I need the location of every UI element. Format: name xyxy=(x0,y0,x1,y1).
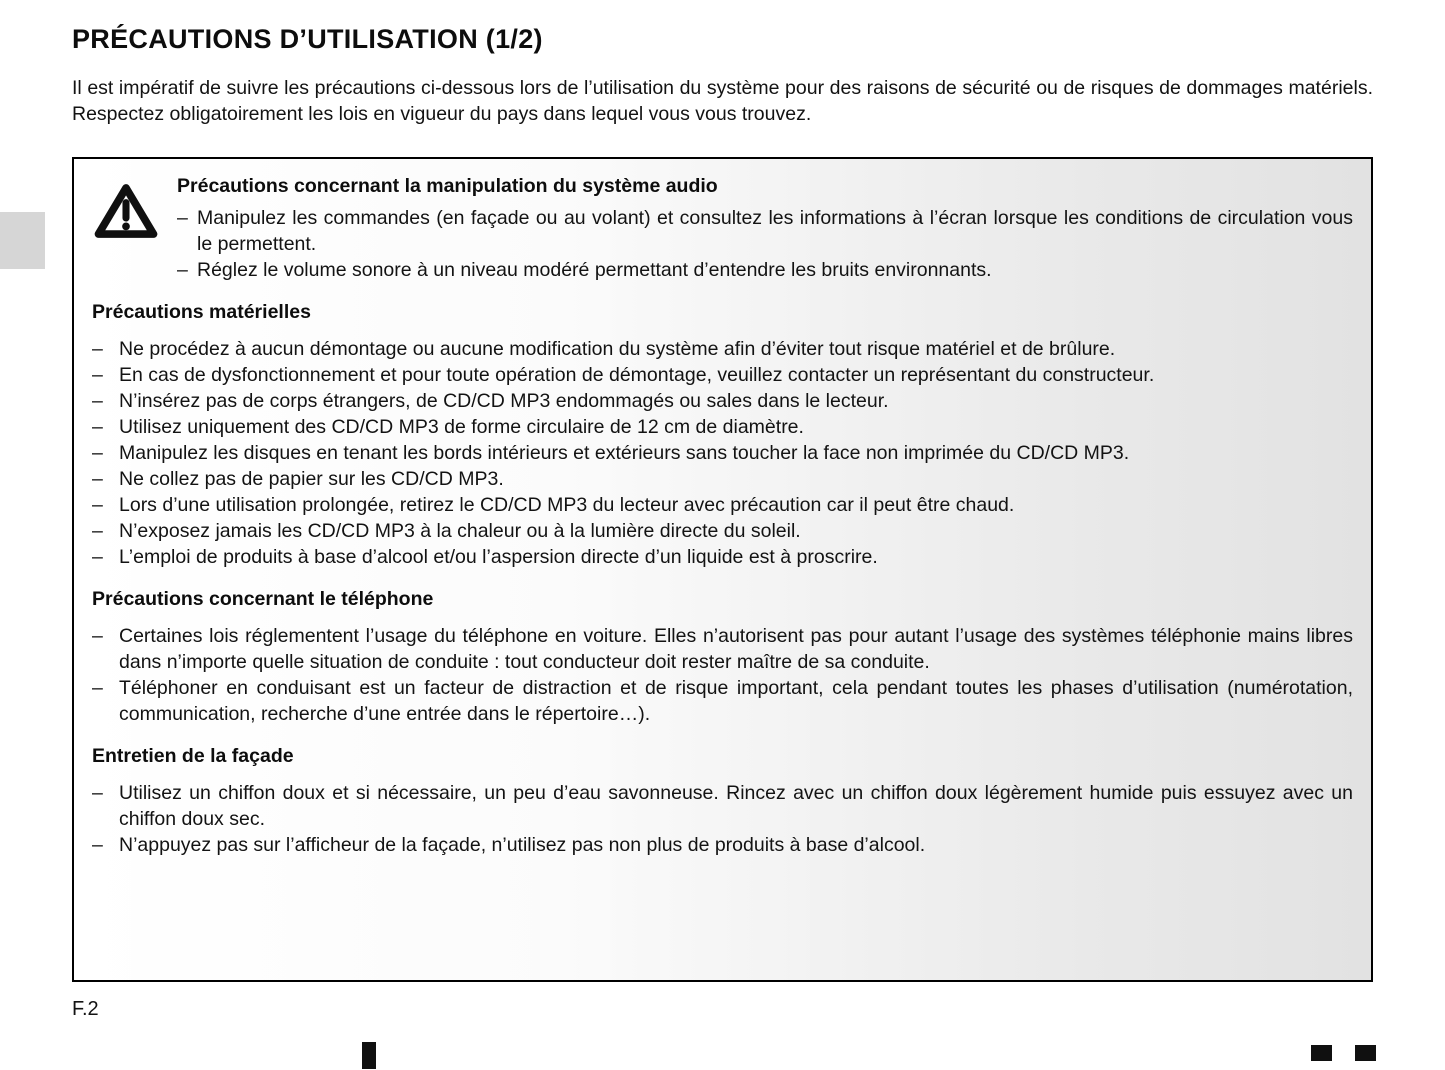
dash-marker: – xyxy=(92,468,103,490)
list-item xyxy=(177,257,1353,283)
list-item-text: Manipulez les commandes (en façade ou au volant) et consultez les informations à l’écran lorsque les conditions de circulation vous le permettent. xyxy=(197,207,1353,255)
list-item xyxy=(92,623,1353,675)
dash-marker: – xyxy=(92,442,103,464)
section-material-precautions xyxy=(92,301,1353,570)
list-item xyxy=(92,414,1353,440)
list-item xyxy=(92,362,1353,388)
list-item xyxy=(92,518,1353,544)
list-item xyxy=(92,544,1353,570)
list-item-text: N’appuyez pas sur l’afficheur de la façade, n’utilisez pas non plus de produits à base d’alcool. xyxy=(119,834,926,856)
section-facade-care xyxy=(92,745,1353,858)
list-item-text: Certaines lois réglementent l’usage du téléphone en voiture. Elles n’autorisent pas pour autant l’usage des systèmes téléphonie mains libres dans n’importe quelle situation de conduite : tout conducteur doit rester maître de sa conduite. xyxy=(119,625,1353,673)
list-item xyxy=(92,780,1353,832)
page-title: PRÉCAUTIONS D’UTILISATION (1/2) xyxy=(72,24,543,54)
page-number: F.2 xyxy=(72,998,99,1020)
dash-marker: – xyxy=(92,494,103,516)
section-heading-audio: Précautions concernant la manipulation du système audio xyxy=(177,175,718,197)
list-item-text: Lors d’une utilisation prolongée, retirez le CD/CD MP3 du lecteur avec précaution car il peut être chaud. xyxy=(119,494,1015,516)
dash-marker: – xyxy=(92,625,103,647)
list-item-text: Utilisez uniquement des CD/CD MP3 de forme circulaire de 12 cm de diamètre. xyxy=(119,416,804,438)
dash-marker: – xyxy=(177,207,188,229)
dash-marker: – xyxy=(92,677,103,699)
dash-marker: – xyxy=(92,416,103,438)
list-item xyxy=(92,388,1353,414)
section-heading-facade: Entretien de la façade xyxy=(92,745,294,767)
list-item-text: Manipulez les disques en tenant les bords intérieurs et extérieurs sans toucher la face non imprimée du CD/CD MP3. xyxy=(119,442,1130,464)
list-item xyxy=(92,440,1353,466)
list-item xyxy=(92,832,1353,858)
list-item-text: N’exposez jamais les CD/CD MP3 à la chaleur ou à la lumière directe du soleil. xyxy=(119,520,801,542)
intro-paragraph: Il est impératif de suivre les précautions ci-dessous lors de l’utilisation du système pour des raisons de sécurité ou de risques de dommages matériels. Respectez obligatoirement les lois en vigueur du pays dans lequel vous vous trouvez. xyxy=(72,77,1373,125)
dash-marker: – xyxy=(177,259,188,281)
list-item-text: Utilisez un chiffon doux et si nécessaire, un peu d’eau savonneuse. Rincez avec un chiffon doux légèrement humide puis essuyez avec un chiffon doux sec. xyxy=(119,782,1353,830)
dash-marker: – xyxy=(92,546,103,568)
list-item xyxy=(92,336,1353,362)
list-item-text: Ne procédez à aucun démontage ou aucune modification du système afin d’éviter tout risque matériel et de brûlure. xyxy=(119,338,1116,360)
section-heading-phone: Précautions concernant le téléphone xyxy=(92,588,434,610)
precautions-box xyxy=(72,157,1373,982)
dash-marker: – xyxy=(92,390,103,412)
dash-marker: – xyxy=(92,782,103,804)
section-heading-material: Précautions matérielles xyxy=(92,301,311,323)
list-item-text: En cas de dysfonctionnement et pour toute opération de démontage, veuillez contacter un représentant du constructeur. xyxy=(119,364,1155,386)
dash-marker: – xyxy=(92,338,103,360)
list-item-text: Réglez le volume sonore à un niveau modéré permettant d’entendre les bruits environnants. xyxy=(197,259,992,281)
print-registration-mark xyxy=(362,1042,376,1069)
list-item xyxy=(92,466,1353,492)
dash-marker: – xyxy=(92,834,103,856)
list-item-text: Téléphoner en conduisant est un facteur de distraction et de risque important, cela pendant toutes les phases d’utilisation (numérotation, communication, recherche d’une entrée dans le répertoire…). xyxy=(119,677,1353,725)
section-phone-precautions xyxy=(92,588,1353,727)
list-item xyxy=(92,492,1353,518)
dash-marker: – xyxy=(92,520,103,542)
dash-marker: – xyxy=(92,364,103,386)
warning-triangle-icon xyxy=(94,181,158,241)
print-registration-mark xyxy=(1311,1045,1332,1061)
print-registration-mark xyxy=(1355,1045,1376,1061)
list-item-text: L’emploi de produits à base d’alcool et/ou l’aspersion directe d’un liquide est à proscrire. xyxy=(119,546,878,568)
list-item xyxy=(177,205,1353,257)
section-audio-precautions xyxy=(92,175,1353,283)
page-edge-tab-marker xyxy=(0,212,45,269)
list-item-text: N’insérez pas de corps étrangers, de CD/CD MP3 endommagés ou sales dans le lecteur. xyxy=(119,390,889,412)
list-item-text: Ne collez pas de papier sur les CD/CD MP3. xyxy=(119,468,504,490)
list-item xyxy=(92,675,1353,727)
